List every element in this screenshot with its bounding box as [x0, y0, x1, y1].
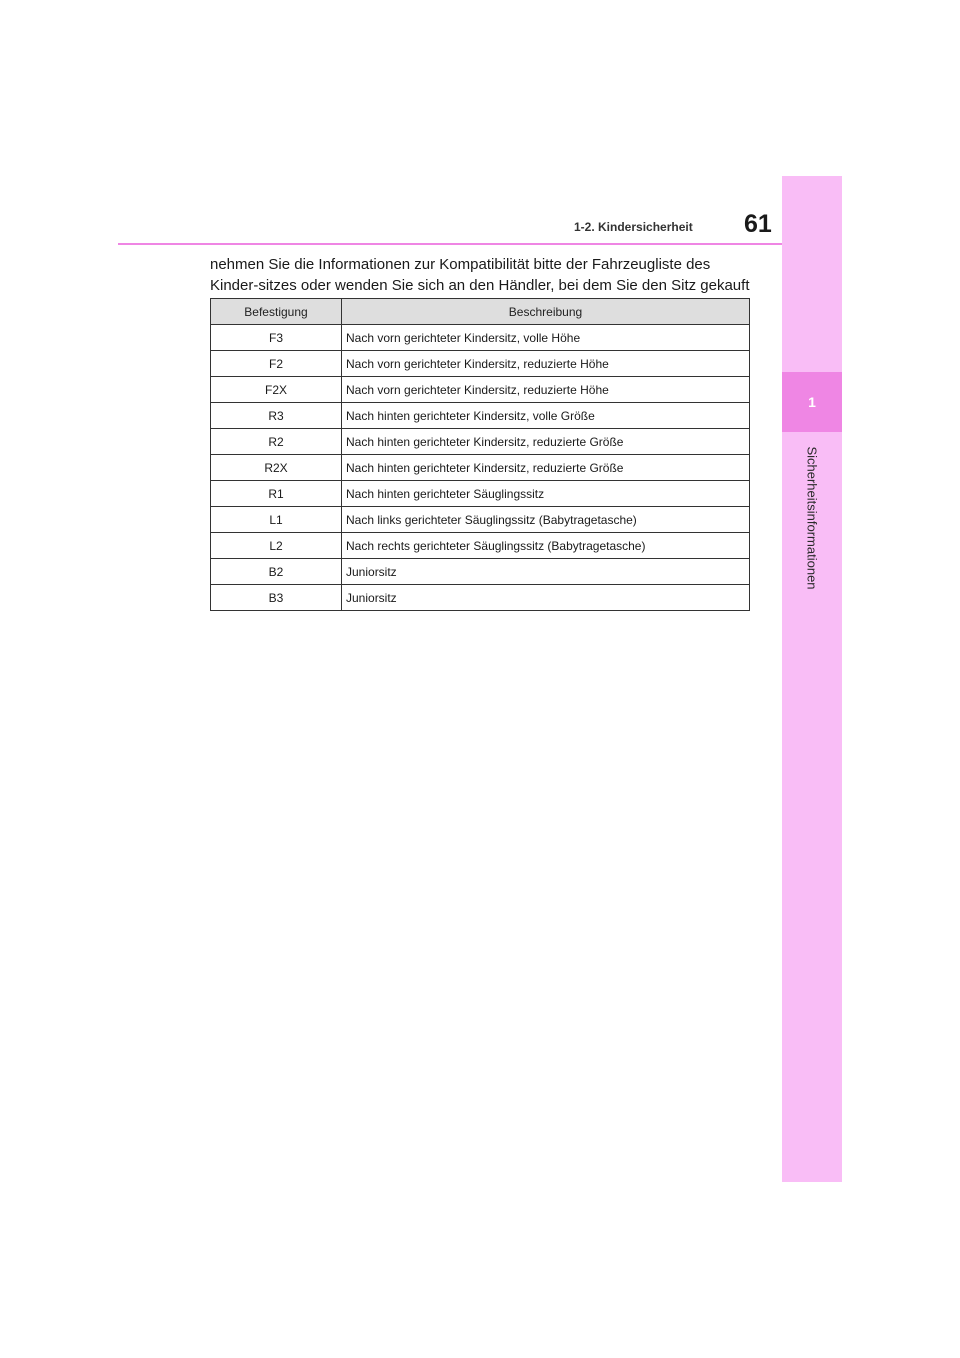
table-cell-description: Nach rechts gerichteter Säuglingssitz (Babytragetasche) — [342, 533, 750, 559]
table-cell-code: F2X — [211, 377, 342, 403]
table-cell-description: Nach vorn gerichteter Kindersitz, reduzierte Höhe — [342, 377, 750, 403]
table-row — [211, 429, 750, 455]
section-title: 1-2. Kindersicherheit — [574, 220, 693, 234]
table-cell-code: B3 — [211, 585, 342, 611]
table-cell-code: L1 — [211, 507, 342, 533]
chapter-side-tab — [782, 176, 842, 1182]
header-rule — [118, 243, 782, 245]
table-row — [211, 585, 750, 611]
chapter-number-box — [782, 372, 842, 432]
table-cell-code: R3 — [211, 403, 342, 429]
table-cell-code: F3 — [211, 325, 342, 351]
table-row — [211, 325, 750, 351]
table-cell-description: Juniorsitz — [342, 559, 750, 585]
table-header-row — [211, 299, 750, 325]
table-row — [211, 533, 750, 559]
chapter-title: Sicherheitsinformationen — [804, 446, 820, 590]
table-row — [211, 507, 750, 533]
table-row — [211, 455, 750, 481]
table-row — [211, 351, 750, 377]
table-cell-description: Nach hinten gerichteter Kindersitz, volle Größe — [342, 403, 750, 429]
table-row — [211, 559, 750, 585]
page-number: 61 — [744, 210, 772, 238]
table-cell-description: Nach vorn gerichteter Kindersitz, reduzierte Höhe — [342, 351, 750, 377]
column-header-beschreibung: Beschreibung — [342, 299, 750, 325]
table-cell-code: B2 — [211, 559, 342, 585]
table-row — [211, 377, 750, 403]
table-cell-code: R1 — [211, 481, 342, 507]
table-cell-description: Nach links gerichteter Säuglingssitz (Babytragetasche) — [342, 507, 750, 533]
table-cell-description: Nach hinten gerichteter Säuglingssitz — [342, 481, 750, 507]
table-cell-description: Nach vorn gerichteter Kindersitz, volle Höhe — [342, 325, 750, 351]
fixture-table — [210, 298, 750, 611]
table-cell-code: L2 — [211, 533, 342, 559]
column-header-befestigung: Befestigung — [211, 299, 342, 325]
table-cell-description: Juniorsitz — [342, 585, 750, 611]
table-row — [211, 481, 750, 507]
table-cell-code: F2 — [211, 351, 342, 377]
table-cell-code: R2X — [211, 455, 342, 481]
intro-paragraph: nehmen Sie die Informationen zur Kompatibilität bitte der Fahrzeugliste des Kinder-sitzes oder wenden Sie sich an den Händler, bei dem Sie den Sitz gekauft — [210, 256, 750, 294]
chapter-number: 1 — [808, 394, 816, 410]
table-row — [211, 403, 750, 429]
table-cell-description: Nach hinten gerichteter Kindersitz, reduzierte Größe — [342, 455, 750, 481]
table-cell-description: Nach hinten gerichteter Kindersitz, reduzierte Größe — [342, 429, 750, 455]
table-cell-code: R2 — [211, 429, 342, 455]
